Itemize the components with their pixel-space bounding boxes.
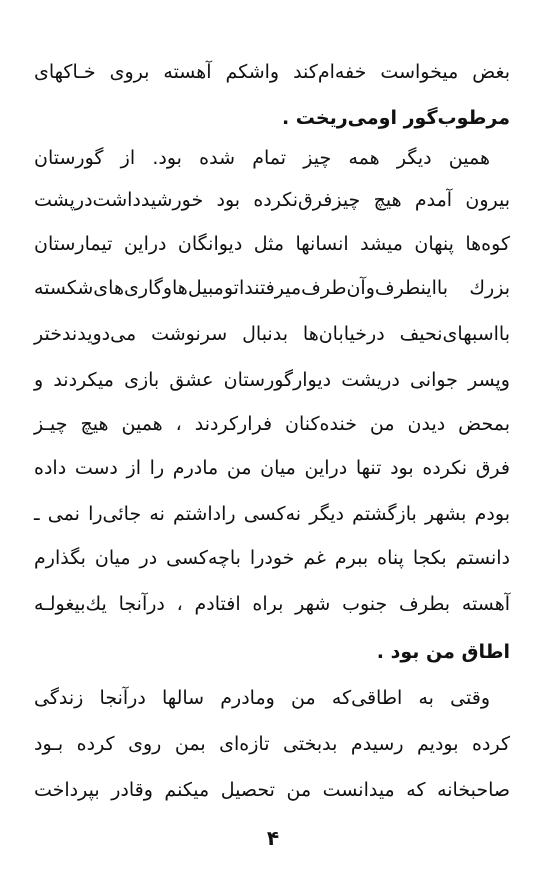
text-line: بااسبهای‌نحیف درخیابان‌ها بدنبال سرنوشت می‌دویدندختر [34,323,510,345]
text-line: فرق نکرده بود تنها دراین میان من مادرم را از دست داده [34,457,510,479]
text-line: بزرك بااینطرف‌وآن‌طرف‌میرفتندا‌تومبیل‌هاوگاری‌های‌شکسته [34,277,510,299]
text-line: کرده بودیم رسیدم بدبختی تازه‌ای بمن روی کرده بـود [34,733,510,755]
page-number: ۴ [266,826,280,850]
text-line: وپسر جوانی دریشت دیوارگورستان عشق بازی میکردند و [34,369,510,391]
text-line: آهسته بطرف جنوب شهر براه افتادم ، درآنجا یك‌بیغولـه [34,593,510,615]
text-line: وقتی به اطاقی‌که من ومادرم سالها درآنجا زندگی [34,687,490,709]
text-line: بغض میخواست خفه‌ام‌کند واشکم آهسته بروی خـاکهای [34,61,510,83]
text-line: بیرون آمدم هیچ چیزفرق‌نکرده بود خورشیدداشت‌درپشت [34,189,510,211]
text-line: دانستم بکجا پناه ببرم غم خودرا باچه‌کسی در میان بگذارم [34,547,510,569]
text-line: صاحبخانه که میدانست من تحصیل میکنم وقادر بپرداخت [34,779,510,801]
text-line: اطاق من بود . [376,641,510,663]
text-line: مرطوب‌گور اومی‌ریخت . [281,107,510,129]
text-line: بمحض دیدن من خنده‌کنان فرارکردند ، همین هیچ چیـز [34,413,510,435]
text-line: کوه‌ها پنهان میشد انسانها مثل دیوانگان دراین تیمارستان [34,233,510,255]
text-line: بودم بشهر بازگشتم دیگر نه‌کسی راداشتم نه جائی‌را نمی ـ [34,503,510,525]
text-line: همین دیگر همه چیز تمام شده بود. از گورستان [34,147,490,169]
